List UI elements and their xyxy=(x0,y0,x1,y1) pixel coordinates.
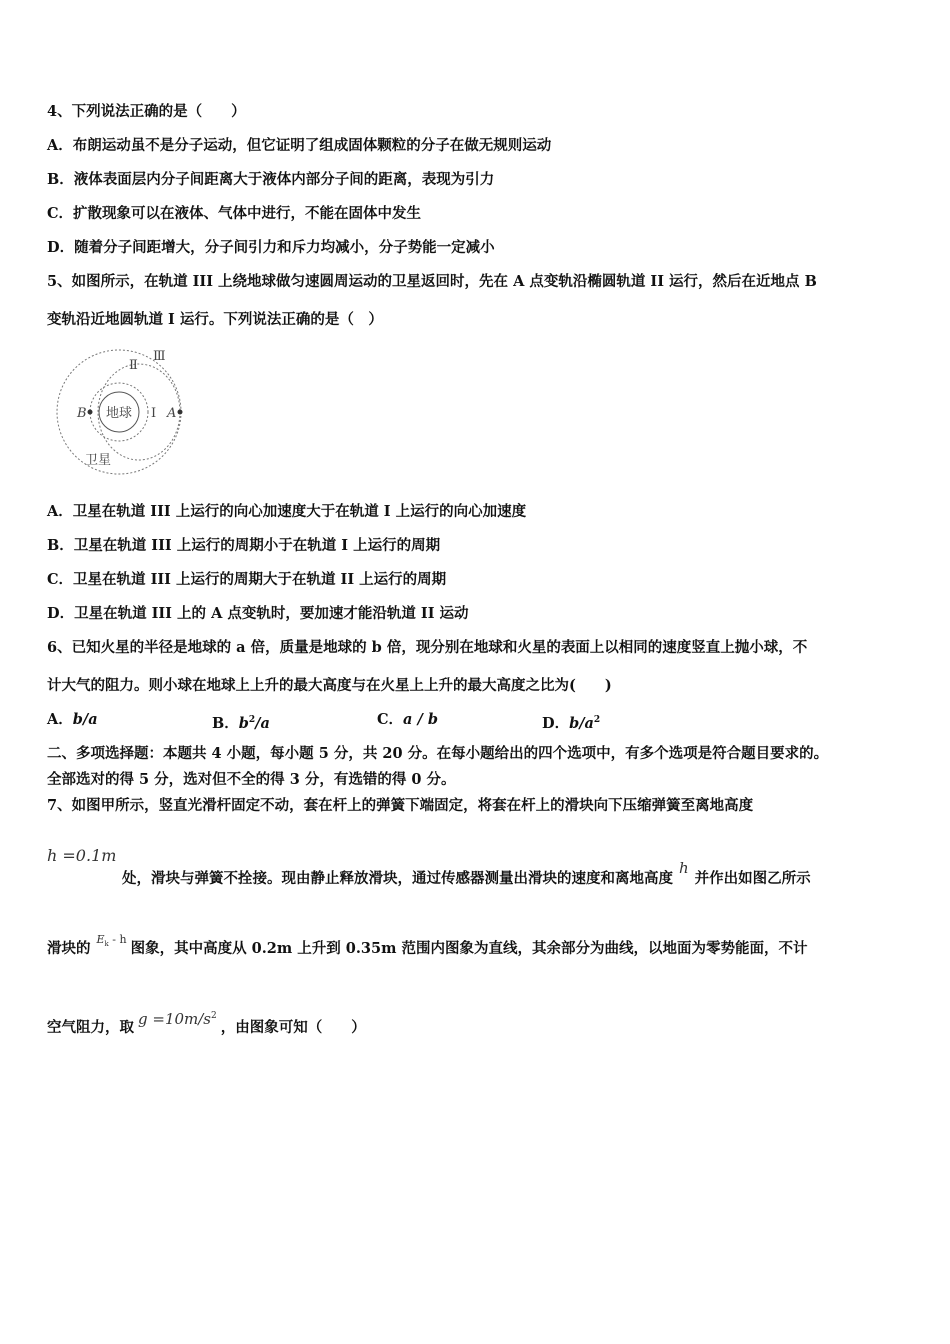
q5-option-a: A．卫星在轨道 III 上运行的向心加速度大于在轨道 I 上运行的向心加速度 xyxy=(47,503,527,520)
q4-option-a: A．布朗运动虽不是分子运动，但它证明了组成固体颗粒的分子在做无规则运动 xyxy=(47,137,552,154)
q6-options xyxy=(47,710,907,730)
q6-stem-line2: 计大气的阻力。则小球在地球上上升的最大高度与在火星上上升的最大高度之比为( ) xyxy=(47,677,612,694)
q7-line4: 空气阻力，取 $g =10m/s^2$，由图象可知（ ） xyxy=(47,1010,366,1036)
point-b xyxy=(88,410,93,415)
q4-option-b: B．液体表面层内分子间距离大于液体内部分子间的距离，表现为引力 xyxy=(47,171,495,188)
label-a: A xyxy=(167,406,177,421)
q6-stem-line1: 6、已知火星的半径是地球的 a 倍，质量是地球的 b 倍，现分别在地球和火星的表面上以相同的速度竖直上抛小球，不 xyxy=(47,639,808,656)
q6-option-d: D．$b/a^2$ xyxy=(542,714,601,732)
earth-label: 地球 xyxy=(105,406,133,421)
q7-line2: 处，滑块与弹簧不拴接。现由静止释放滑块，通过传感器测量出滑块的速度和离地高度h并作出如图乙所示 xyxy=(122,859,811,887)
section2-line1: 二、多项选择题：本题共 4 小题，每小题 5 分，共 20 分。在每小题给出的四个选项中，有多个选项是符合题目要求的。 xyxy=(47,745,829,762)
q5-stem-line1: 5、如图所示，在轨道 III 上绕地球做匀速圆周运动的卫星返回时，先在 A 点变轨沿椭圆轨道 II 运行，然后在近地点 B xyxy=(47,273,817,290)
q4-stem: 4、下列说法正确的是（ ） xyxy=(47,103,246,120)
q6-option-a: A．b/a xyxy=(47,711,98,728)
label-i: I xyxy=(151,406,157,421)
q5-option-c: C．卫星在轨道 III 上运行的周期大于在轨道 II 上运行的周期 xyxy=(47,571,447,588)
q5-option-d: D．卫星在轨道 III 上的 A 点变轨时，要加速才能沿轨道 II 运动 xyxy=(47,605,469,622)
q5-stem-line2: 变轨沿近地圆轨道 I 运行。下列说法正确的是（ ） xyxy=(47,311,383,328)
q5-option-b: B．卫星在轨道 III 上运行的周期小于在轨道 I 上运行的周期 xyxy=(47,537,441,554)
section2-line2: 全部选对的得 5 分，选对但不全的得 3 分，有选错的得 0 分。 xyxy=(47,771,456,788)
q7-line1: 7、如图甲所示，竖直光滑杆固定不动，套在杆上的弹簧下端固定，将套在杆上的滑块向下压缩弹簧至离地高度 xyxy=(47,797,754,814)
q4-option-c: C．扩散现象可以在液体、气体中进行，不能在固体中发生 xyxy=(47,205,422,222)
point-a xyxy=(178,410,183,415)
q6-option-b: B．$b^2/a$ xyxy=(212,714,270,732)
q7-line3: 滑块的$^{E_k - h}$图象，其中高度从 0.2m 上升到 0.35m 范围内图象为直线，其余部分为曲线，以地面为零势能面，不计 xyxy=(47,933,808,957)
orbit-figure xyxy=(47,340,197,480)
label-b: B xyxy=(77,406,87,421)
q6-option-c: C．a / b xyxy=(377,711,438,728)
q4-option-d: D．随着分子间距增大，分子间引力和斥力均减小，分子势能一定减小 xyxy=(47,239,495,256)
label-satellite: 卫星 xyxy=(85,453,112,468)
q7-math-h: h =0.1m xyxy=(47,846,117,865)
label-iii: Ⅲ xyxy=(153,349,166,364)
label-ii: Ⅱ xyxy=(129,358,138,373)
orbit-diagram xyxy=(47,340,197,480)
